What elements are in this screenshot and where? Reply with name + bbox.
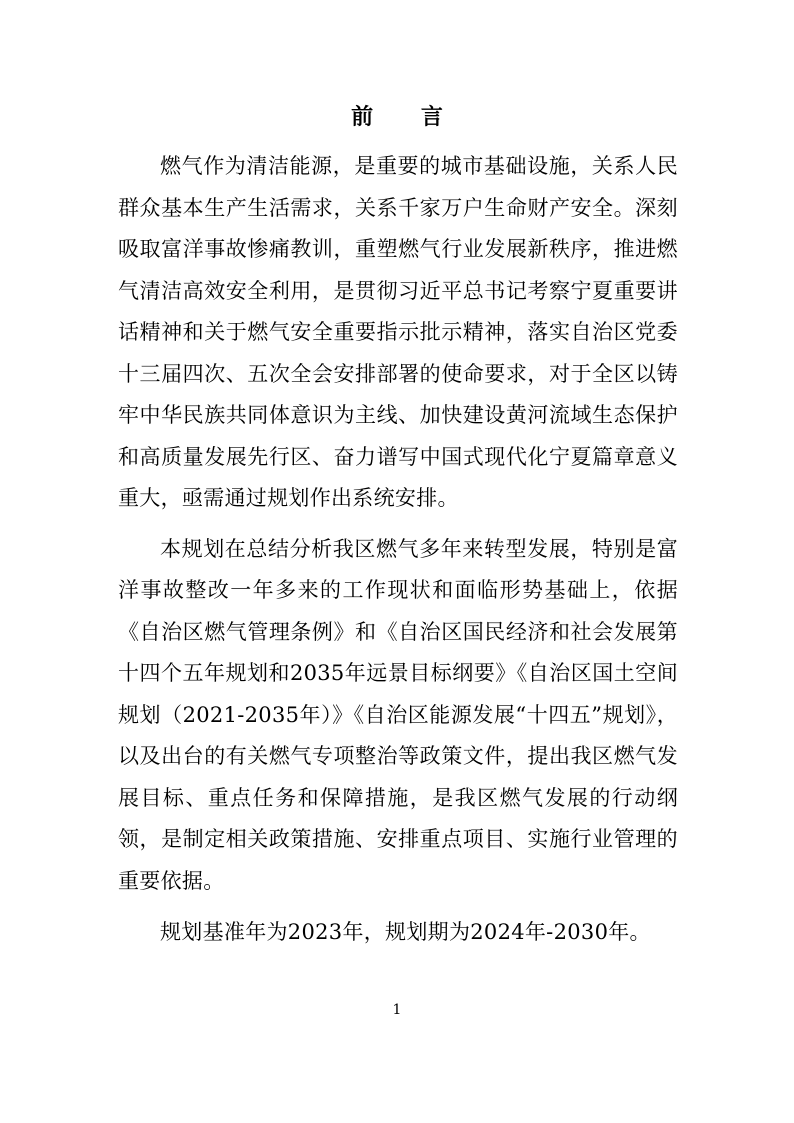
paragraph-preface-2: 本规划在总结分析我区燃气多年来转型发展，特别是富洋事故整改一年多来的工作现状和面临形势基础上，依据《自治区燃气管理条例》和《自治区国民经济和社会发展第十四个五年规划和2035年远景目标纲要》《自治区国土空间规划（2021-2035年）》《自治区能源发展“十四五”规划》，以及出台的有关燃气专项整治等政策文件，提出我区燃气发展目标、重点任务和保障措施，是我区燃气发展的行动纲领，是制定相关政策措施、安排重点项目、实施行业管理的重要依据。 <box>118 536 678 893</box>
paragraph-preface-3: 规划基准年为2023年，规划期为2024年-2030年。 <box>160 920 651 944</box>
page-number: 1 <box>392 1002 402 1018</box>
page-title: 前 言 <box>351 104 463 130</box>
paragraph-preface-1: 燃气作为清洁能源，是重要的城市基础设施，关系人民群众基本生产生活需求，关系千家万户生命财产安全。深刻吸取富洋事故惨痛教训，重塑燃气行业发展新秩序，推进燃气清洁高效安全利用，是贯彻习近平总书记考察宁夏重要讲话精神和关于燃气安全重要指示批示精神，落实自治区党委十三届四次、五次全会安排部署的使命要求，对于全区以铸牢中华民族共同体意识为主线、加快建设黄河流域生态保护和高质量发展先行区、奋力谱写中国式现代化宁夏篇章意义重大，亟需通过规划作出系统安排。 <box>118 154 678 510</box>
document-body <box>118 146 678 954</box>
